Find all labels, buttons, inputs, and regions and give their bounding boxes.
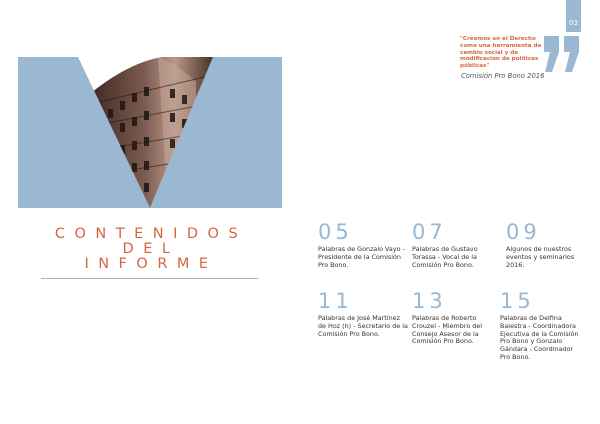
contents-item[interactable] [318, 290, 408, 338]
quote-text: "Creemos en el Derecho como una herramienta de cambio social y de modificación de políticas públicas" [460, 36, 542, 70]
page-number-tab [566, 0, 581, 32]
contents-item-text: Palabras de Roberto Crouzel - Miembro del Consejo Asesor de la Comisión Pro Bono. [412, 314, 483, 346]
section-title [40, 227, 262, 271]
page-reference-number: 07 [412, 220, 447, 244]
page-reference-number: 05 [318, 220, 353, 244]
page-reference-number: 11 [318, 289, 353, 313]
contents-item-text: Algunos de nuestros eventos y seminarios 2016. [506, 245, 575, 269]
title-line-3: INFORME [84, 255, 218, 272]
contents-item[interactable] [412, 221, 502, 269]
title-line-2: DEL [122, 240, 180, 257]
title-line-1: CONTENIDOS [54, 226, 248, 242]
page-number: 03 [569, 19, 578, 27]
contents-item-text: Palabras de Gonzalo Vayo - Presidente de la Comisión Pro Bono. [318, 245, 405, 269]
contents-item-text: Palabras de José Martínez de Hoz (h) - Secretario de la Comisión Pro Bono. [318, 314, 408, 338]
quote-author: Comisión Pro Bono 2016 [461, 72, 545, 80]
page-reference-number: 09 [506, 220, 541, 244]
contents-item[interactable] [506, 221, 584, 269]
contents-item-text: Palabras de Gustavo Torassa - Vocal de la Comisión Pro Bono. [412, 245, 478, 269]
page-reference-number: 13 [412, 289, 447, 313]
contents-item-text: Palabras de Delfina Balestra - Coordinadora Ejecutiva de la Comisión Pro Bono y Gonzalo Gándara - Coordinador Pro Bono. [500, 314, 579, 361]
contents-item[interactable] [412, 290, 502, 346]
page-reference-number: 15 [500, 289, 535, 313]
quote-mark-icon [542, 36, 582, 74]
title-divider [41, 278, 258, 279]
hero-image [18, 57, 282, 208]
contents-item[interactable] [318, 221, 408, 269]
contents-item[interactable] [500, 290, 584, 362]
